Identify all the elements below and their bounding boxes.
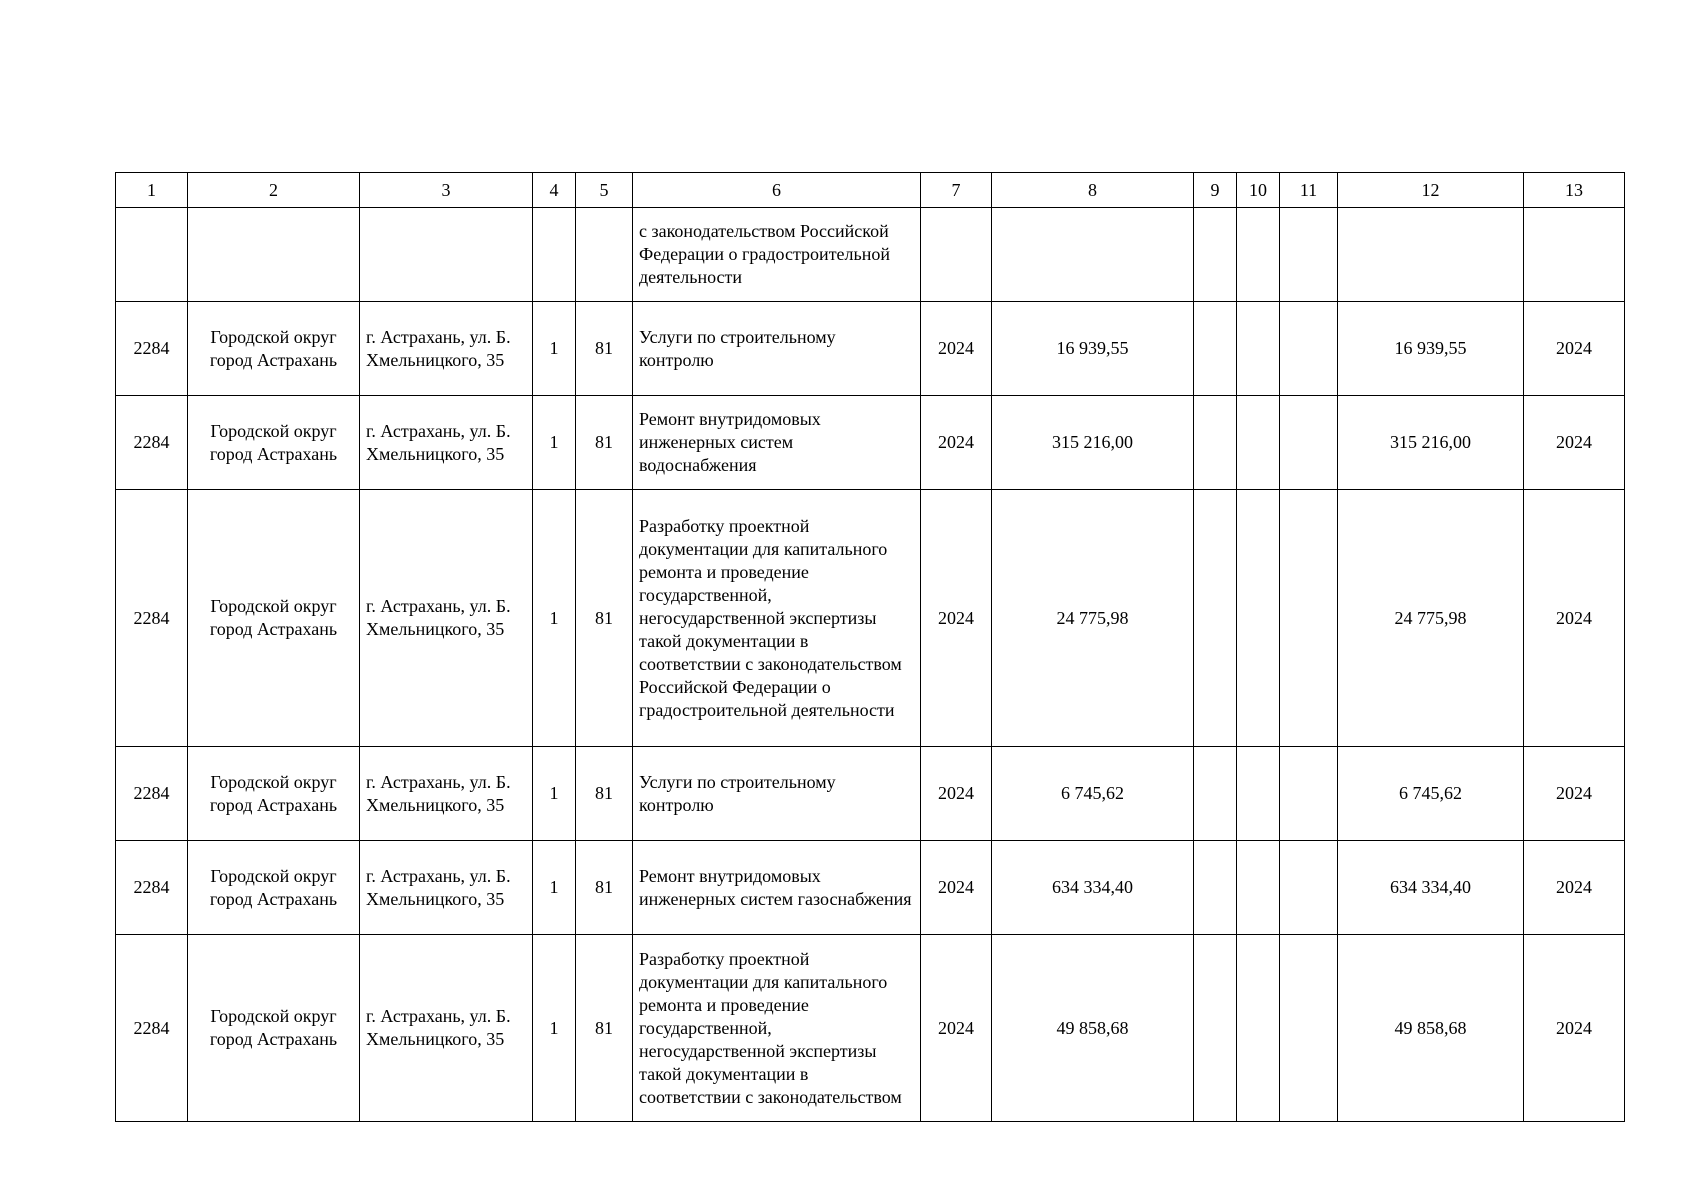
cell-year-end: 2024 [1524,490,1625,747]
cell-work-type: с законодательством Российской Федерации о градостроительной деятельности [633,208,921,302]
cell-municipality: Городской округ город Астрахань [188,396,360,490]
cell-year: 2024 [921,841,992,935]
cell-municipality: Городской округ город Астрахань [188,490,360,747]
table-row [116,490,1625,747]
header-cell-4: 4 [533,173,576,208]
cell-municipality: Городской округ город Астрахань [188,841,360,935]
cell-year: 2024 [921,935,992,1122]
cell-address: г. Астрахань, ул. Б. Хмельницкого, 35 [360,490,533,747]
cell-cost-total: 16 939,55 [1338,302,1524,396]
cell-cost: 16 939,55 [992,302,1194,396]
cell-col9 [1194,935,1237,1122]
cell-cost-total: 24 775,98 [1338,490,1524,747]
cell-number [116,208,188,302]
cell-col4: 1 [533,747,576,841]
cell-cost: 24 775,98 [992,490,1194,747]
cell-cost: 49 858,68 [992,935,1194,1122]
cell-year-end: 2024 [1524,747,1625,841]
cell-year-end: 2024 [1524,935,1625,1122]
cell-col10 [1237,841,1280,935]
cell-year: 2024 [921,396,992,490]
cell-col4: 1 [533,396,576,490]
cell-col11 [1280,302,1338,396]
cell-col11 [1280,396,1338,490]
cell-col5: 81 [576,490,633,747]
cell-col10 [1237,935,1280,1122]
cell-number: 2284 [116,490,188,747]
cell-year [921,208,992,302]
cell-col11 [1280,747,1338,841]
table-row [116,935,1625,1122]
header-cell-13: 13 [1524,173,1625,208]
cell-col4: 1 [533,302,576,396]
cell-year-end [1524,208,1625,302]
cell-col4: 1 [533,841,576,935]
cell-address: г. Астрахань, ул. Б. Хмельницкого, 35 [360,747,533,841]
cell-cost-total: 49 858,68 [1338,935,1524,1122]
cell-address: г. Астрахань, ул. Б. Хмельницкого, 35 [360,302,533,396]
cell-cost: 6 745,62 [992,747,1194,841]
cell-cost [992,208,1194,302]
cell-col9 [1194,396,1237,490]
cell-col10 [1237,396,1280,490]
cell-col11 [1280,208,1338,302]
cell-col9 [1194,302,1237,396]
cell-work-type: Услуги по строительному контролю [633,747,921,841]
cell-municipality: Городской округ город Астрахань [188,747,360,841]
cell-col5: 81 [576,935,633,1122]
cell-col11 [1280,935,1338,1122]
cell-cost-total: 634 334,40 [1338,841,1524,935]
cell-col5 [576,208,633,302]
header-cell-3: 3 [360,173,533,208]
header-cell-9: 9 [1194,173,1237,208]
cell-col10 [1237,208,1280,302]
cell-col9 [1194,841,1237,935]
cell-cost-total: 315 216,00 [1338,396,1524,490]
cell-col5: 81 [576,841,633,935]
cell-col9 [1194,747,1237,841]
cell-col4: 1 [533,490,576,747]
cell-number: 2284 [116,396,188,490]
header-cell-7: 7 [921,173,992,208]
cell-address [360,208,533,302]
cell-col10 [1237,490,1280,747]
header-cell-8: 8 [992,173,1194,208]
data-table [115,172,1625,1122]
table-row [116,747,1625,841]
cell-work-type: Услуги по строительному контролю [633,302,921,396]
table-header-row [116,173,1625,208]
cell-year: 2024 [921,302,992,396]
cell-col5: 81 [576,747,633,841]
cell-address: г. Астрахань, ул. Б. Хмельницкого, 35 [360,935,533,1122]
cell-col5: 81 [576,396,633,490]
cell-cost-total [1338,208,1524,302]
cell-number: 2284 [116,935,188,1122]
cell-col9 [1194,208,1237,302]
header-cell-6: 6 [633,173,921,208]
cell-work-type: Разработку проектной документации для капитального ремонта и проведение государственной, негосударственной экспертизы такой документации в соответствии с законодательством Российской Федерации о градостроительной деятельности [633,490,921,747]
cell-year-end: 2024 [1524,302,1625,396]
cell-number: 2284 [116,747,188,841]
cell-col11 [1280,490,1338,747]
table-row [116,396,1625,490]
table-row [116,841,1625,935]
cell-number: 2284 [116,841,188,935]
cell-municipality [188,208,360,302]
cell-year: 2024 [921,490,992,747]
cell-municipality: Городской округ город Астрахань [188,302,360,396]
cell-year-end: 2024 [1524,396,1625,490]
cell-col4: 1 [533,935,576,1122]
cell-col10 [1237,302,1280,396]
cell-cost: 315 216,00 [992,396,1194,490]
cell-col9 [1194,490,1237,747]
cell-col11 [1280,841,1338,935]
cell-year: 2024 [921,747,992,841]
cell-cost-total: 6 745,62 [1338,747,1524,841]
cell-year-end: 2024 [1524,841,1625,935]
header-cell-2: 2 [188,173,360,208]
cell-address: г. Астрахань, ул. Б. Хмельницкого, 35 [360,396,533,490]
header-cell-12: 12 [1338,173,1524,208]
cell-col4 [533,208,576,302]
header-cell-11: 11 [1280,173,1338,208]
cell-cost: 634 334,40 [992,841,1194,935]
header-cell-5: 5 [576,173,633,208]
cell-address: г. Астрахань, ул. Б. Хмельницкого, 35 [360,841,533,935]
cell-work-type: Разработку проектной документации для капитального ремонта и проведение государственной, негосударственной экспертизы такой документации в соответствии с законодательством [633,935,921,1122]
header-cell-1: 1 [116,173,188,208]
cell-municipality: Городской округ город Астрахань [188,935,360,1122]
cell-work-type: Ремонт внутридомовых инженерных систем газоснабжения [633,841,921,935]
table-row [116,302,1625,396]
table-row [116,208,1625,302]
cell-col5: 81 [576,302,633,396]
cell-work-type: Ремонт внутридомовых инженерных систем водоснабжения [633,396,921,490]
cell-number: 2284 [116,302,188,396]
cell-col10 [1237,747,1280,841]
header-cell-10: 10 [1237,173,1280,208]
